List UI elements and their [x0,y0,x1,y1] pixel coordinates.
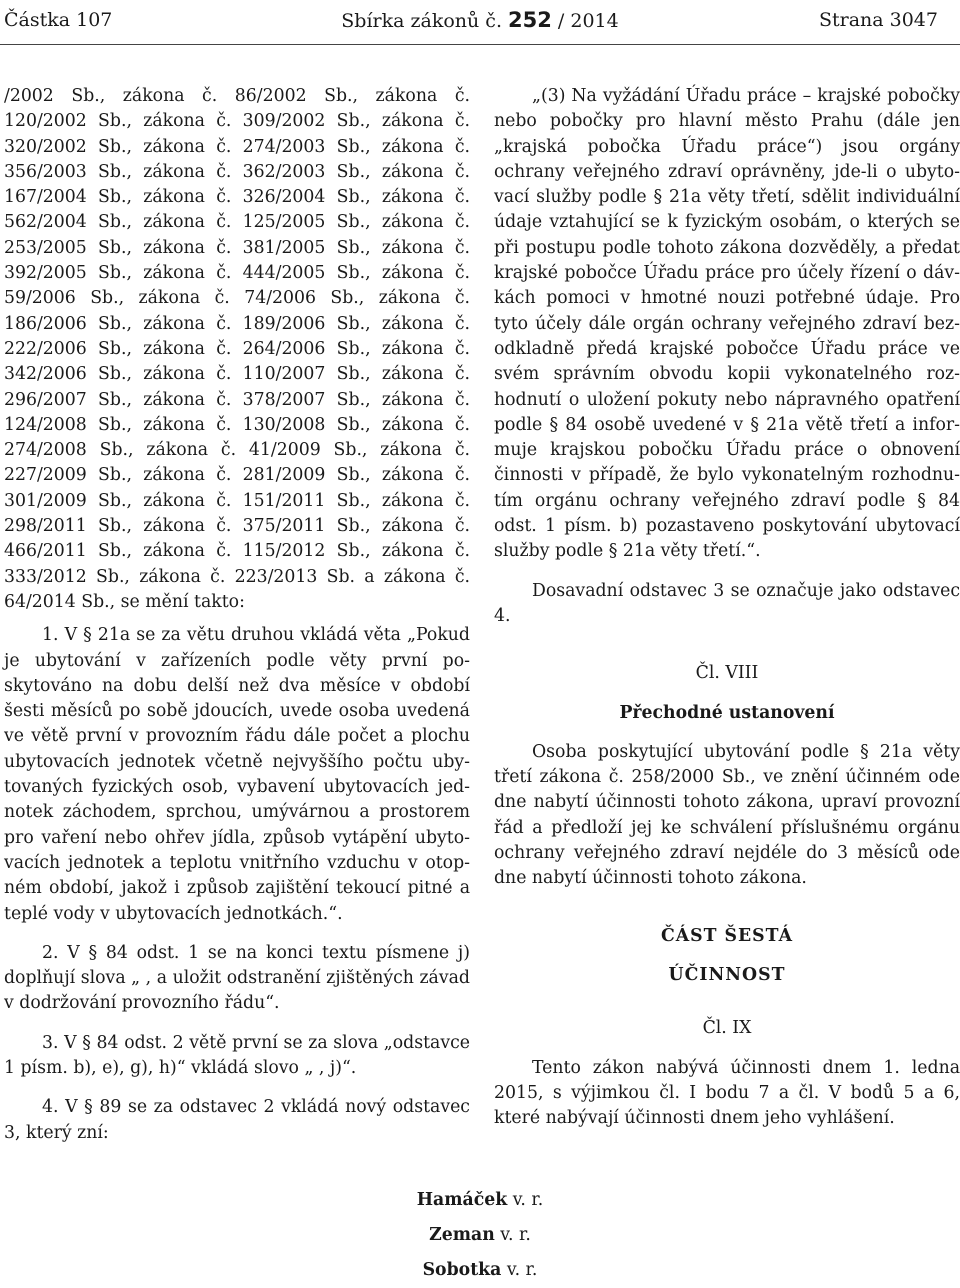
signature-block [0,1183,960,1288]
header-collection-prefix: Sbírka zákonů č. [341,10,502,32]
signature-line [0,1253,960,1288]
header-divider [0,44,960,45]
left-column [4,84,470,1146]
signature-line [0,1183,960,1218]
signature-line [0,1218,960,1253]
amendment-list-paragraph: /2002 Sb., zákona č. 86/2002 Sb., zákona č. 120/2002 Sb., zákona č. 309/2002 Sb., zákona č. 320/2002 Sb., zákona č. 274/2003 Sb., zákona č. 356/2003 Sb., zákona č. 362/2003 Sb., zákona č. 167/2004 Sb., zákona č. 326/2004 Sb., zákona č. 562/2004 Sb., zákona č. 125/2005 Sb., zákona č. 253/2005 Sb., zákona č. 381/2005 Sb., zákona č. 392/2005 Sb., zákona č. 444/2005 Sb., zákona č. 59/2006 Sb., zákona č. 74/2006 Sb., zákona č. 186/2006 Sb., zákona č. 189/2006 Sb., zákona č. 222/2006 Sb., zákona č. 264/2006 Sb., zákona č. 342/2006 Sb., zákona č. 110/2007 Sb., zákona č. 296/2007 Sb., zákona č. 378/2007 Sb., zákona č. 124/2008 Sb., zákona č. 130/2008 Sb., zákona č. 274/2008 Sb., zákona č. 41/2009 Sb., zákona č. 227/2009 Sb., zákona č. 281/2009 Sb., zákona č. 301/2009 Sb., zákona č. 151/2011 Sb., zákona č. 298/2011 Sb., zákona č. 375/2011 Sb., zákona č. 466/2011 Sb., zákona č. 115/2012 Sb., zákona č. 333/2012 Sb., zákona č. 223/2013 Sb. a zákona č. 64/2014 Sb., se mění takto: [4,86,470,612]
header-collection-title [0,6,960,34]
signature-suffix: v. r. [507,1190,544,1210]
article-8-title: Přechodné ustanovení [619,702,835,723]
article-8-text: Osoba poskytující ubytování podle § 21a věty třetí zákona č. 258/2000 Sb., ve znění účinném ode dne nabytí účinnosti tohoto zákona, upraví provozní řád a předloží jej ke schválení příslušnému orgánu ochrany veřejného zdraví nejdéle do 3 měsíců ode dne nabytí účinnosti tohoto zákona. [494,741,960,889]
article-9-text: Tento zákon nabývá účinnosti dnem 1. ledna 2015, s výjimkou čl. I bodu 7 a čl. V bodů 5 a 6, které nabývají účinnosti dnem jeho vyhlášení. [494,1057,960,1129]
signatory-name: Sobotka [422,1260,502,1280]
header-page-number: Strana 3047 [818,9,938,31]
right-column [494,84,960,1131]
header-collection-year: / 2014 [557,10,619,32]
new-paragraph-3-text: „(3) Na vyžádání Úřadu práce – krajské pobočky nebo pobočky pro hlavní město Prahu (dále jen „krajská pobočka Úřadu práce“) jsou orgány ochrany veřejného zdraví oprávněny, jde-li o ubytovací služby podle § 21a věty třetí, sdělit individuální údaje vztahující se k fyzickým osobám, o kterých se při postupu podle tohoto zákona dozvěděly, a předat krajské pobočce Úřadu práce pro účely řízení o dávkách pomoci v hmotné nouzi potřebné údaje. Pro tyto účely dále orgán ochrany veřejného zdraví bezodkladně předá krajské pobočce Úřadu práce ve svém správním obvodu kopii vykonatelného rozhodnutí o uložení pokuty nebo nápravného opatření podle § 84 osobě uvedené v § 21a větě třetí a informuje krajskou pobočku Úřadu práce o obnovení činnosti v případě, že bylo vykonatelným rozhodnutím orgánu ochrany veřejného zdraví podle § 84 odst. 1 písm. b) pozastaveno poskytování ubytovací služby podle § 21a věty třetí.“. [494,86,960,562]
header-part-label: Částka 107 [4,9,113,31]
signature-suffix: v. r. [501,1260,538,1280]
amendment-point-4: 4. V § 89 se za odstavec 2 vkládá nový odstavec 3, který zní: [4,1097,470,1143]
amendment-point-1: 1. V § 21a se za větu druhou vkládá věta „Pokud je ubytování v zařízeních podle věty první poskytováno na dobu delší než dva měsíce v období šesti měsíců po sobě jdoucích, uvede osoba uvedená ve větě první v provozním řádu dále počet a plochu ubytovacích jednotek včetně nejvyššího počtu ubytovaných fyzických osob, vybavení ubytovacích jednotek záchodem, sprchou, umývárnou a prostorem pro vaření nebo ohřev jídla, způsob vytápění ubytovacích jednotek a teplotu vnitřního vzduchu v otopném období, jakož i způsob zajištění tekoucí pitné a teplé vody v ubytovacích jednotkách.“. [4,625,470,924]
part-subtitle: ÚČINNOST [668,964,786,985]
amendment-point-2: 2. V § 84 odst. 1 se na konci textu písmene j) doplňují slova „ , a uložit odstranění zjištěných závad v dodržování provozního řádu“. [4,942,470,1014]
renumbering-note: Dosavadní odstavec 3 se označuje jako odstavec 4. [494,580,960,626]
amendment-point-3: 3. V § 84 odst. 2 větě první se za slova „odstavce 1 písm. b), e), g), h)“ vkládá slovo „ , j)“. [4,1032,470,1078]
article-9-number: Čl. IX [702,1018,752,1039]
signatory-name: Zeman [429,1225,495,1245]
article-8-number: Čl. VIII [695,663,759,684]
part-title: ČÁST ŠESTÁ [661,925,793,946]
header-collection-number: 252 [508,8,552,32]
signatory-name: Hamáček [416,1190,508,1210]
signature-suffix: v. r. [494,1225,531,1245]
